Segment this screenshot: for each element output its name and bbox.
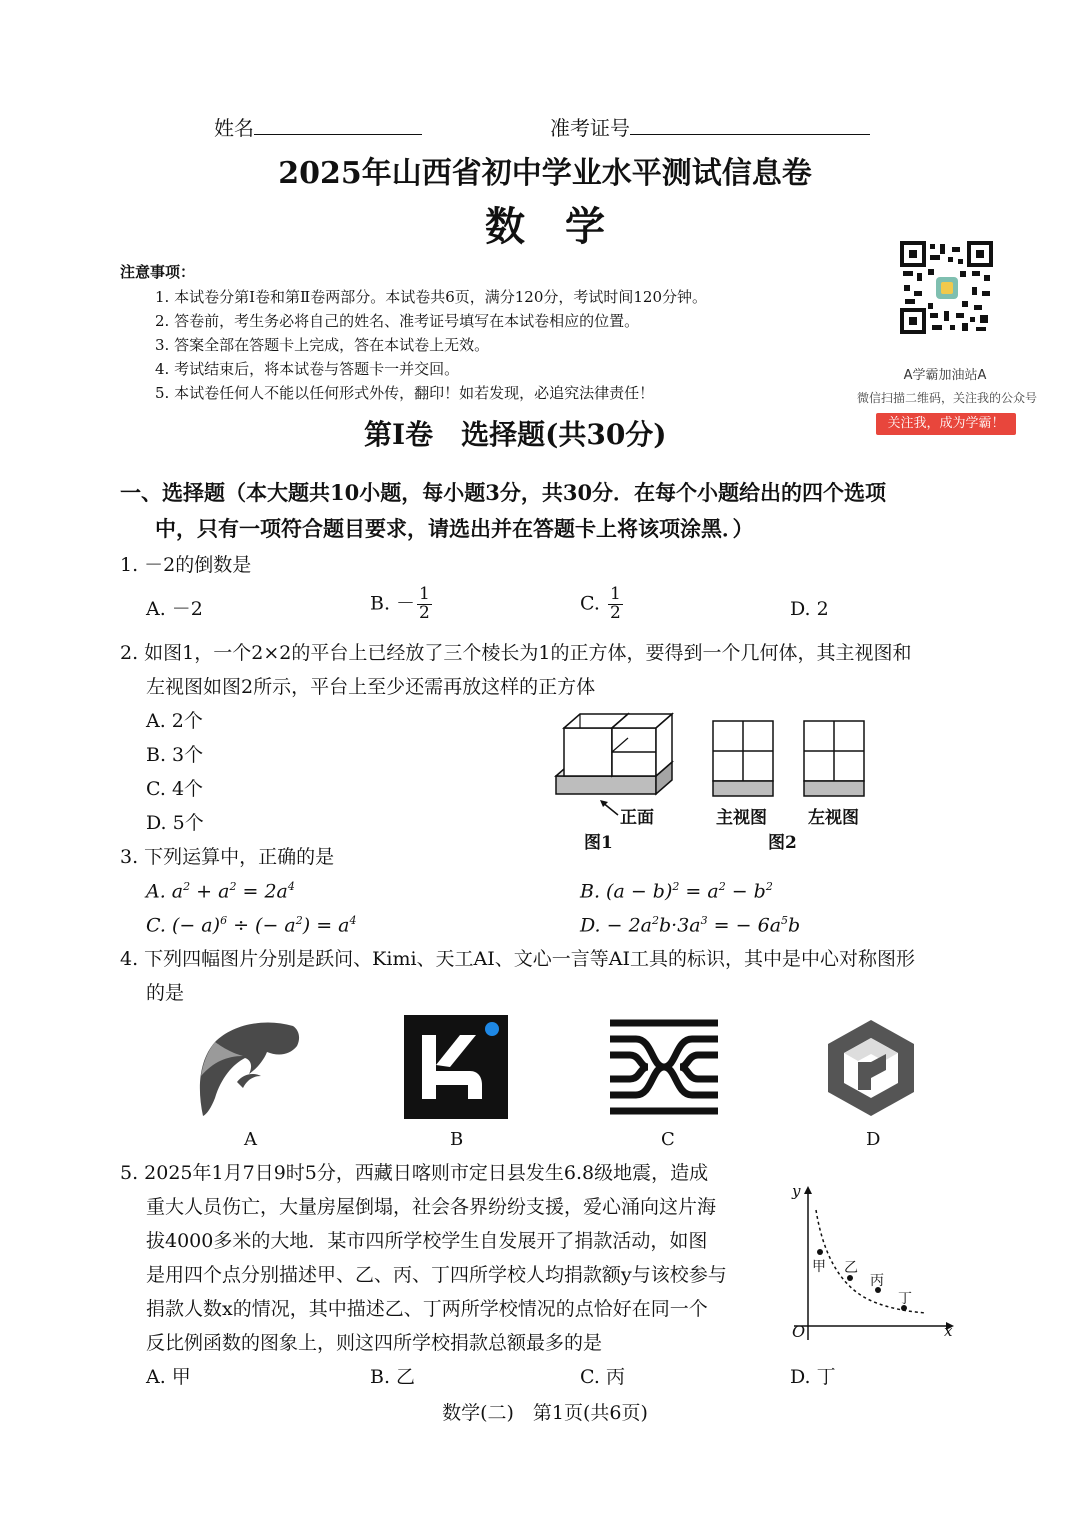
graph-y-label: y [792,1182,801,1200]
q5-line: 拔4000多米的大地．某市四所学校学生自发展开了捐款活动，如图 [146,1230,708,1252]
graph-label-jia: 甲 [812,1259,826,1275]
q3-c-part: ) = a [302,914,350,937]
q3-d-exp: 5 [781,914,789,927]
q3-option-d [580,914,800,937]
notice-item: 4. 考试结束后，将本试卷与答题卡一并交回。 [155,360,460,378]
graph-origin-label: O [792,1322,806,1341]
q3-a-part: = 2a [236,880,288,903]
q2-line2: 左视图如图2所示，平台上至少还需再放这样的正方体 [146,676,596,698]
q1-option-d: D. 2 [790,598,829,620]
q3-b-part: − b [725,880,766,903]
q3-b-exp: 2 [672,880,680,893]
name-field [214,116,422,140]
q3-a-part: A. a [146,880,184,903]
exam-id-label: 准考证号 [550,116,630,140]
kimi-logo-icon [404,1015,508,1119]
q3-option-c [146,914,357,937]
graph-label-yi: 乙 [844,1260,858,1276]
notice-item: 5. 本试卷任何人不能以任何形式外传，翻印！如若发现，必追究法律责任！ [155,384,655,402]
qr-account-name: A学霸加油站A [903,368,987,383]
q3-d-part: b·3a [659,914,701,937]
q5-option-d: D. 丁 [790,1366,836,1388]
graph-label-bing: 丙 [870,1273,884,1289]
notice-item: 3. 答案全部在答题卡上完成，答在本试卷上无效。 [155,336,490,354]
q4-label-b: B [450,1129,464,1150]
q3-stem: 3. 下列运算中，正确的是 [120,846,335,868]
fig2-caption: 图2 [768,833,797,853]
exam-title: 2025年山西省初中学业水平测试信息卷 [278,156,812,191]
q1-stem: 1. －2的倒数是 [120,554,252,576]
q5-line: 是用四个点分别描述甲、乙、丙、丁四所学校人均捐款额y与该校参与 [146,1264,727,1286]
main-view-diagram [712,720,774,798]
q1-fraction-c-num: 1 [609,584,621,604]
q5-option-b: B. 乙 [370,1366,416,1388]
dolphin-logo-icon [193,1016,305,1118]
q3-a-exp: 2 [183,880,191,893]
q3-a-exp: 2 [229,880,237,893]
q4-label-c: C [661,1129,675,1150]
q3-d-exp: 3 [700,914,708,927]
q1-fraction-b-num: 1 [419,584,430,604]
q3-c-exp: 6 [220,914,228,927]
q1-option-c [580,586,623,623]
q1-fraction-c [608,586,623,623]
q1-fraction-b-den: 2 [419,602,430,623]
exam-id-field [550,116,870,140]
follow-button[interactable]: 关注我，成为学霸！ [876,413,1016,435]
q3-c-exp: 2 [295,914,303,927]
q5-option-a: A. 甲 [146,1366,191,1388]
q4-label-d: D [866,1129,881,1150]
q2-line1: 2. 如图1，一个2×2的平台上已经放了三个棱长为1的正方体，要得到一个几何体，其主视图和 [120,642,912,664]
q1-fraction-b [417,586,432,623]
q3-b-part: = a [679,880,719,903]
front-label: 正面 [620,808,654,828]
graph-label-ding: 丁 [898,1291,912,1307]
q2-option-c: C. 4个 [146,778,204,800]
section-title: 第Ⅰ卷 选择题(共30分) [364,418,667,451]
fig1-caption: 图1 [584,833,613,853]
q2-option-d: D. 5个 [146,812,204,834]
section-instruction-line2: 中，只有一项符合题目要求，请选出并在答题卡上将该项涂黑．） [155,516,754,541]
q4-line1: 4. 下列四幅图片分别是跃问、Kimi、天工AI、文心一言等AI工具的标识，其中是中心对称图形 [120,948,915,970]
q5-line: 重大人员伤亡，大量房屋倒塌，社会各界纷纷支援，爱心涌向这片海 [146,1196,717,1218]
q1-fraction-c-den: 2 [609,602,621,623]
graph-point-jia [817,1249,823,1255]
left-view-diagram [803,720,865,798]
wenxin-logo-icon [824,1018,918,1118]
q3-c-exp: 4 [349,914,357,927]
tiangong-logo-icon [608,1017,720,1117]
q4-line2: 的是 [146,982,185,1004]
q3-option-a [146,880,295,903]
notice-item: 1. 本试卷分第Ⅰ卷和第Ⅱ卷两部分。本试卷共6页，满分120分，考试时间120分钟。 [155,288,708,306]
q3-d-exp: 2 [652,914,660,927]
q3-b-exp: 2 [765,880,773,893]
q5-line: 反比例函数的图象上，则这四所学校捐款总额最多的是 [146,1332,603,1354]
exam-id-blank [630,116,870,135]
q3-d-part: = − 6a [707,914,782,937]
q1-option-c-text: C. [580,592,606,615]
q1-option-a: A. －2 [146,598,203,620]
name-label: 姓名 [214,116,254,140]
main-view-label: 主视图 [716,808,767,828]
q1-option-b [370,586,432,623]
q3-a-part: + a [190,880,230,903]
q1-option-b-text: B. － [370,592,416,615]
q3-c-part: C. (− a) [146,914,221,937]
q2-option-b: B. 3个 [146,744,204,766]
q2-option-a: A. 2个 [146,710,203,732]
q5-option-c: C. 丙 [580,1366,625,1388]
q3-c-part: ÷ (− a [227,914,296,937]
q5-scatter-graph [784,1180,964,1350]
graph-x-label: x [944,1322,953,1340]
q5-line: 捐款人数x的情况，其中描述乙、丁两所学校情况的点恰好在同一个 [146,1298,708,1320]
section-instruction-line1: 一、选择题（本大题共10小题，每小题3分，共30分．在每个小题给出的四个选项 [120,480,887,505]
qr-description: 微信扫描二维码，关注我的公众号 [856,391,1037,405]
q3-option-b [580,880,773,903]
left-view-label: 左视图 [808,808,859,828]
q3-b-part: B. (a − b) [580,880,673,903]
notice-item: 2. 答卷前，考生务必将自己的姓名、准考证号填写在本试卷相应的位置。 [155,312,640,330]
name-blank [254,116,422,135]
qr-code-icon [900,241,993,334]
subject-title: 数 学 [485,203,605,250]
graph-y-arrow [804,1186,812,1194]
q4-label-a: A [244,1129,257,1150]
fig1-cubes-diagram [552,708,682,808]
front-arrow-icon [598,798,622,822]
q3-d-part: b [788,914,801,937]
notice-heading: 注意事项： [120,263,196,281]
page-footer: 数学(二) 第1页(共6页) [442,1402,648,1424]
q3-b-exp: 2 [718,880,726,893]
q3-d-part: D. − 2a [580,914,653,937]
q3-a-exp: 4 [287,880,295,893]
q5-line: 5. 2025年1月7日9时5分，西藏日喀则市定日县发生6.8级地震，造成 [120,1162,709,1184]
